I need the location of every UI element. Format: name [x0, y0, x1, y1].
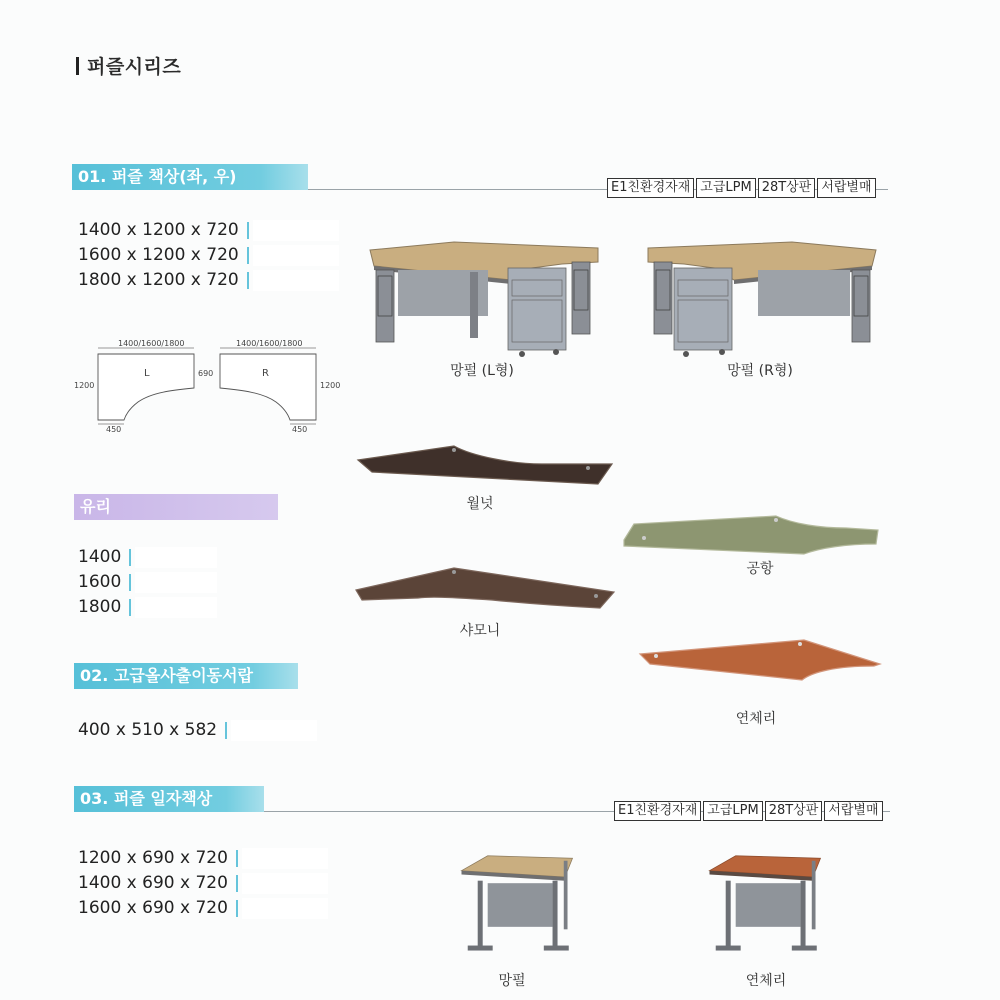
caption-airport: 공항: [746, 561, 774, 577]
size-row: [78, 545, 217, 570]
size-row: [78, 218, 339, 243]
caption-walnut: 월넛: [466, 496, 494, 512]
plan-left-width: 1400/1600/1800: [118, 339, 185, 348]
section-title-glass: 유리: [80, 497, 111, 516]
size-value: 1800 x 1200 x 720: [78, 270, 239, 290]
size-tick: [247, 222, 249, 239]
price-blank: [135, 572, 217, 593]
size-row: [78, 595, 217, 620]
section-banner-desk-straight: [74, 786, 264, 812]
straight-desk-mangpeol-image: [424, 852, 610, 968]
section-banner-glass: [74, 494, 278, 520]
size-list-glass: [78, 545, 217, 620]
size-list-desk-lr: [78, 218, 339, 293]
size-value: 1200 x 690 x 720: [78, 848, 228, 868]
size-value: 1600 x 690 x 720: [78, 898, 228, 918]
size-row: [78, 570, 217, 595]
swatch-light-cherry: [636, 636, 884, 684]
price-blank: [135, 597, 217, 618]
plan-right-depth: 1200: [320, 381, 341, 390]
size-value: 1400 x 690 x 720: [78, 873, 228, 893]
page-title-text: 퍼즐시리즈: [87, 56, 182, 78]
tag-lpm: 고급LPM: [703, 801, 762, 821]
section-banner-desk-lr: [72, 164, 308, 190]
plan-right-cut: 450: [292, 425, 308, 434]
section-banner-drawer: [74, 663, 298, 689]
caption-light-cherry: 연체리: [735, 711, 777, 727]
size-tick: [247, 247, 249, 264]
size-value: 1600 x 1200 x 720: [78, 245, 239, 265]
price-blank: [231, 720, 317, 741]
size-tick: [236, 875, 238, 892]
price-blank: [242, 873, 328, 894]
size-tick: [236, 900, 238, 917]
desk-l-image: [362, 236, 612, 361]
caption-shamoni: 샤모니: [459, 623, 501, 639]
straight-desk-cherry-image: [672, 852, 858, 968]
caption-desk-r: 망펄 (R형): [727, 363, 793, 379]
price-blank: [253, 245, 339, 266]
tag-28t: 28T상판: [758, 178, 816, 198]
section-title-desk-straight: 03. 퍼즐 일자책상: [80, 789, 213, 808]
plan-right-width: 1400/1600/1800: [236, 339, 303, 348]
size-tick: [129, 599, 131, 616]
size-list-desk-straight: [78, 846, 328, 921]
tag-drawer-separate: 서랍별매: [817, 178, 875, 198]
swatch-shamoni: [352, 564, 618, 612]
swatch-airport: [620, 510, 882, 556]
plan-left-letter: L: [144, 368, 150, 379]
plan-inner-depth: 690: [198, 369, 214, 378]
section-title-desk-lr: 01. 퍼즐 책상(좌, 우): [78, 167, 237, 186]
desk-plan-drawing: [74, 336, 344, 436]
size-value: 1400 x 1200 x 720: [78, 220, 239, 240]
size-value: 1600: [78, 572, 122, 592]
price-blank: [253, 220, 339, 241]
page-title: [76, 52, 181, 79]
desk-r-image: [634, 236, 884, 361]
price-blank: [242, 898, 328, 919]
caption-straight-mangpeol: 망펄: [498, 973, 526, 989]
size-tick: [236, 850, 238, 867]
caption-straight-cherry: 연체리: [745, 973, 787, 989]
plan-left-depth: 1200: [74, 381, 95, 390]
title-bar-mark: [76, 57, 79, 75]
size-tick: [225, 722, 227, 739]
price-blank: [135, 547, 217, 568]
tag-e1: E1친환경자재: [607, 178, 694, 198]
size-tick: [129, 574, 131, 591]
price-blank: [253, 270, 339, 291]
tag-28t: 28T상판: [765, 801, 823, 821]
size-tick: [247, 272, 249, 289]
size-row: [78, 243, 339, 268]
plan-left-desk: [98, 354, 194, 420]
size-row: [78, 268, 339, 293]
plan-left-cut: 450: [106, 425, 122, 434]
size-value: 1400: [78, 547, 122, 567]
caption-desk-l: 망펄 (L형): [450, 363, 514, 379]
feature-tags-desk-straight: [614, 801, 883, 821]
size-row: [78, 846, 328, 871]
size-row: [78, 896, 328, 921]
size-tick: [129, 549, 131, 566]
size-row: [78, 871, 328, 896]
plan-right-desk: [220, 354, 316, 420]
size-row: [78, 718, 317, 743]
swatch-walnut: [352, 442, 618, 488]
size-list-drawer: [78, 718, 317, 743]
tag-e1: E1친환경자재: [614, 801, 701, 821]
tag-lpm: 고급LPM: [696, 178, 755, 198]
section-title-drawer: 02. 고급올사출이동서랍: [80, 666, 254, 685]
feature-tags-desk-lr: [607, 178, 876, 198]
price-blank: [242, 848, 328, 869]
plan-right-letter: R: [262, 368, 269, 379]
size-value: 1800: [78, 597, 122, 617]
size-value: 400 x 510 x 582: [78, 720, 218, 740]
tag-drawer-separate: 서랍별매: [824, 801, 882, 821]
